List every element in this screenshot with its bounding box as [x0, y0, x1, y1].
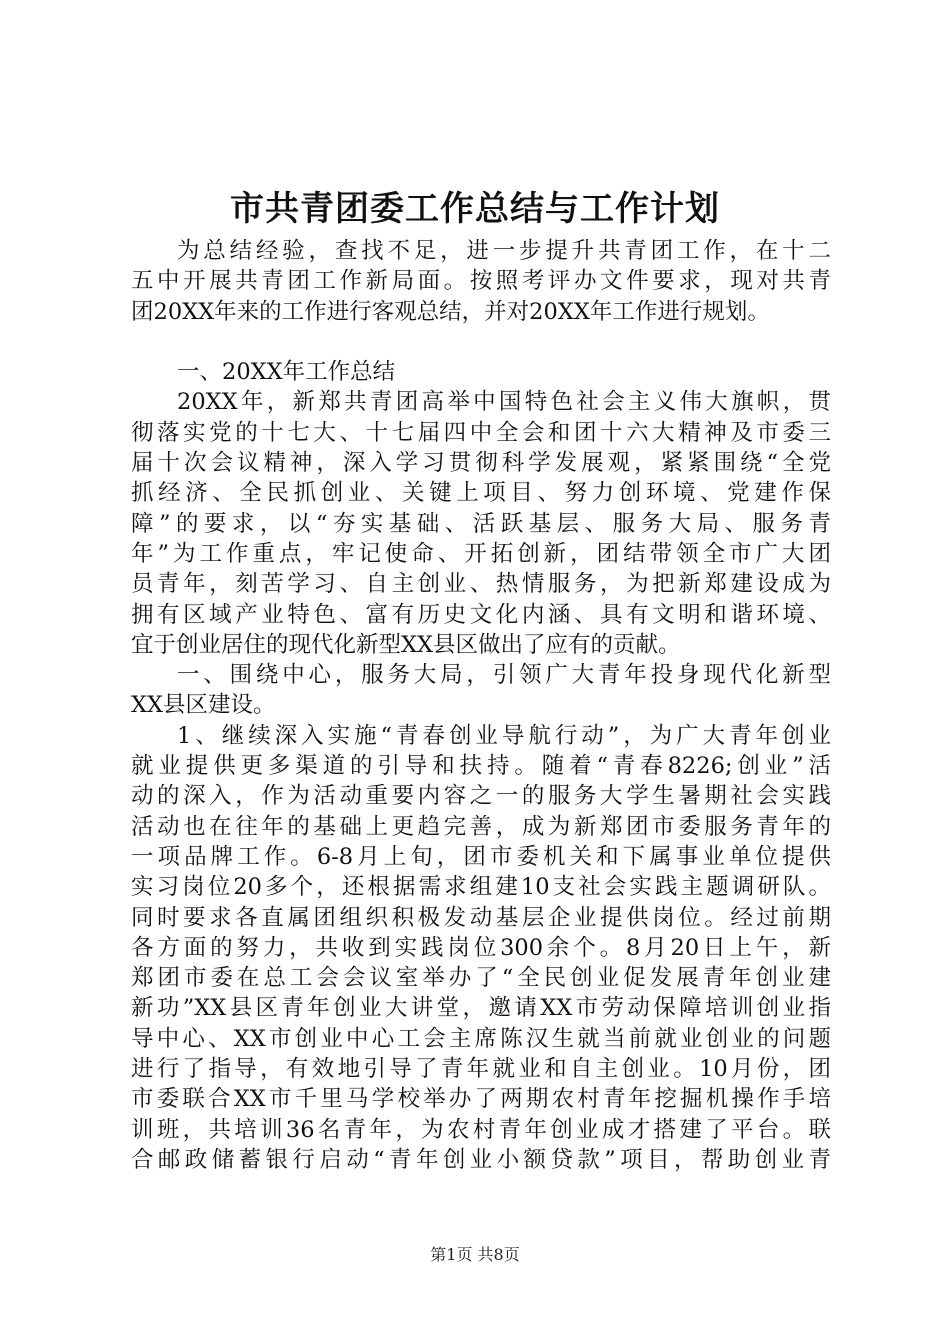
text-line: 新功”XX县区青年创业大讲堂，邀请XX市劳动保障培训创业指 [131, 995, 831, 1022]
text-line: 训班，共培训36名青年，为农村青年创业成才搭建了平台。联 [131, 1116, 831, 1143]
text-line: 为总结经验，查找不足，进一步提升共青团工作，在十二 [177, 238, 831, 264]
text-line: 届十次会议精神，深入学习贯彻科学发展观，紧紧围绕“全党 [131, 450, 831, 477]
text-line: 活动也在往年的基础上更趋完善，成为新郑团市委服务青年的 [131, 813, 831, 840]
text-line: XX县区建设。 [131, 692, 276, 719]
text-line: 进行了指导，有效地引导了青年就业和自主创业。10月份，团 [131, 1056, 831, 1083]
text-line: 拥有区域产业特色、富有历史文化内涵、具有文明和谐环境、 [131, 601, 831, 628]
text-line: 动的深入，作为活动重要内容之一的服务大学生暑期社会实践 [131, 783, 831, 810]
blank-line [131, 327, 831, 357]
text-line: 宜于创业居住的现代化新型XX县区做出了应有的贡献。 [131, 631, 681, 658]
text-line: 障”的要求，以“夯实基础、活跃基层、服务大局、服务青 [131, 510, 831, 537]
document-body [131, 236, 831, 1175]
document-title: 市共青团委工作总结与工作计划 [230, 189, 720, 229]
text-line: 一、20XX年工作总结 [177, 359, 396, 386]
text-line: 彻落实党的十七大、十七届四中全会和团十六大精神及市委三 [131, 419, 831, 446]
text-line: 年”为工作重点，牢记使命、开拓创新，团结带领全市广大团 [131, 540, 831, 567]
text-line: 五中开展共青团工作新局面。按照考评办文件要求，现对共青 [131, 268, 831, 295]
text-line: 一、围绕中心，服务大局，引领广大青年投身现代化新型 [177, 662, 831, 689]
text-line: 市委联合XX市千里马学校举办了两期农村青年挖掘机操作手培 [131, 1086, 831, 1113]
text-line: 导中心、XX市创业中心工会主席陈汉生就当前就业创业的问题 [131, 1025, 831, 1052]
text-line: 抓经济、全民抓创业、关键上项目、努力创环境、党建作保 [131, 480, 831, 507]
text-line: 团20XX年来的工作进行客观总结，并对20XX年工作进行规划。 [131, 298, 770, 325]
text-line: 郑团市委在总工会会议室举办了“全民创业促发展青年创业建 [131, 965, 831, 992]
text-line: 同时要求各直属团组织积极发动基层企业提供岗位。经过前期 [131, 904, 831, 931]
page-footer: 第1页 共8页 [430, 1245, 520, 1264]
text-line: 实习岗位20多个，还根据需求组建10支社会实践主题调研队。 [131, 874, 831, 901]
text-line: 就业提供更多渠道的引导和扶持。随着“青春8226;创业”活 [131, 753, 831, 780]
text-line: 1、继续深入实施“青春创业导航行动”，为广大青年创业 [177, 722, 831, 749]
text-line: 20XX年，新郑共青团高举中国特色社会主义伟大旗帜，贯 [177, 389, 831, 416]
text-line: 各方面的努力，共收到实践岗位300余个。8月20日上午，新 [131, 934, 831, 961]
text-line: 员青年，刻苦学习、自主创业、热情服务，为把新郑建设成为 [131, 571, 831, 598]
text-line: 一项品牌工作。6-8月上旬，团市委机关和下属事业单位提供 [131, 843, 831, 870]
text-line: 合邮政储蓄银行启动“青年创业小额贷款”项目，帮助创业青 [131, 1146, 831, 1173]
